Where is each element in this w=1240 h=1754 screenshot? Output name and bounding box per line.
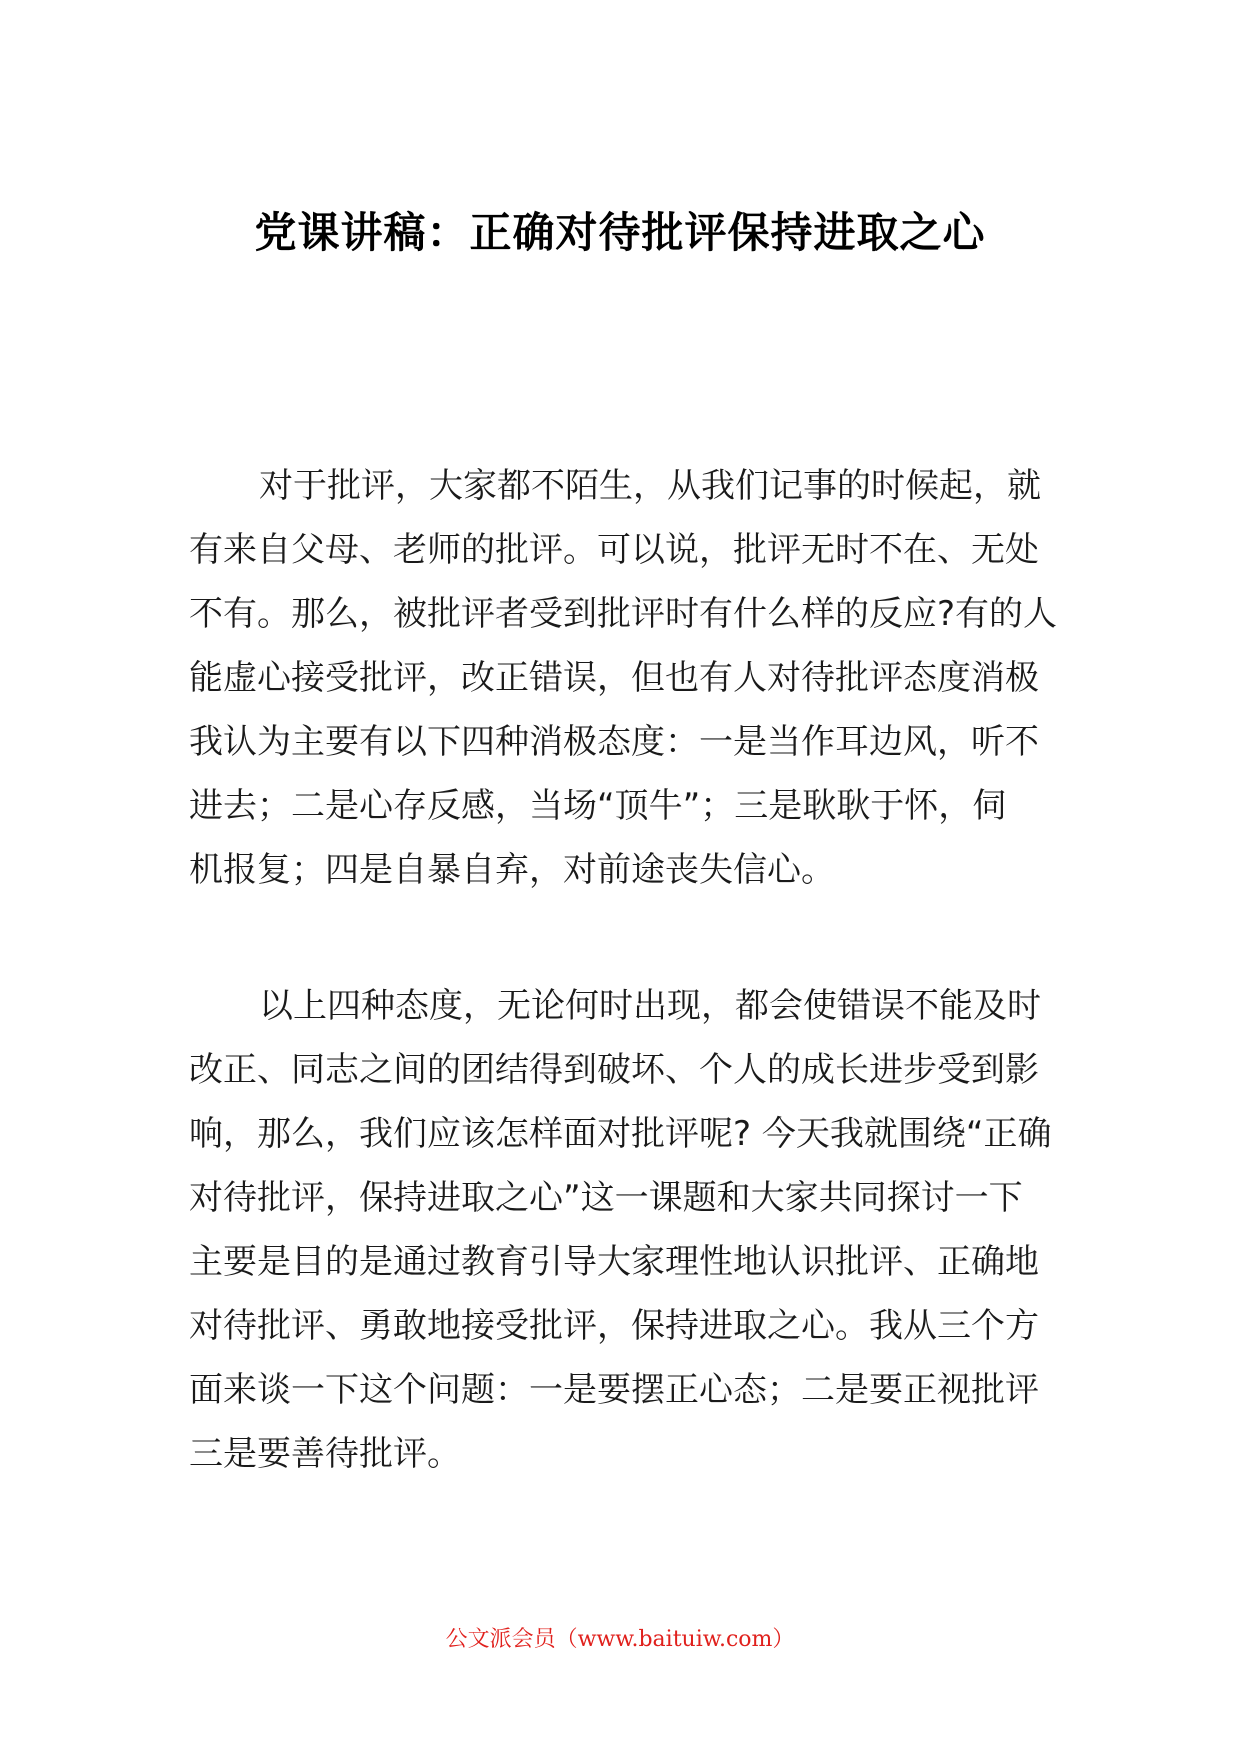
- paragraph-line: 机报复；四是自暴自弃，对前途丧失信心。: [189, 850, 835, 890]
- paragraph-line: 对于批评，大家都不陌生，从我们记事的时候起，就: [259, 466, 1041, 506]
- paragraph-line: 能虚心接受批评，改正错误，但也有人对待批评态度消极: [189, 658, 1039, 698]
- paragraph-line: 对待批评、勇敢地接受批评，保持进取之心。我从三个方: [189, 1306, 1039, 1346]
- paragraph-line: 主要是目的是通过教育引导大家理性地认识批评、正确地: [189, 1242, 1039, 1282]
- paragraph-line: 响，那么，我们应该怎样面对批评呢? 今天我就围绕“正确: [189, 1114, 1052, 1154]
- paragraph-line: 对待批评，保持进取之心”这一课题和大家共同探讨一下: [189, 1178, 1023, 1218]
- paragraph-line: 有来自父母、老师的批评。可以说，批评无时不在、无处: [189, 530, 1039, 570]
- paragraph-1: [189, 454, 1059, 902]
- paragraph-2: [189, 974, 1059, 1486]
- paragraph-line: 三是要善待批评。: [189, 1434, 461, 1474]
- paragraph-line: 不有。那么，被批评者受到批评时有什么样的反应?有的人: [189, 594, 1058, 634]
- document-title: 党课讲稿：正确对待批评保持进取之心: [254, 208, 986, 257]
- footer-watermark-link[interactable]: 公文派会员（www.baituiw.com）: [445, 1627, 795, 1652]
- paragraph-line: 以上四种态度，无论何时出现，都会使错误不能及时: [259, 986, 1041, 1026]
- paragraph-line: 进去；二是心存反感，当场“顶牛”；三是耿耿于怀，伺: [189, 786, 1007, 826]
- paragraph-line: 改正、同志之间的团结得到破坏、个人的成长进步受到影: [189, 1050, 1039, 1090]
- paragraph-line: 我认为主要有以下四种消极态度：一是当作耳边风，听不: [189, 722, 1039, 762]
- paragraph-line: 面来谈一下这个问题：一是要摆正心态；二是要正视批评: [189, 1370, 1039, 1410]
